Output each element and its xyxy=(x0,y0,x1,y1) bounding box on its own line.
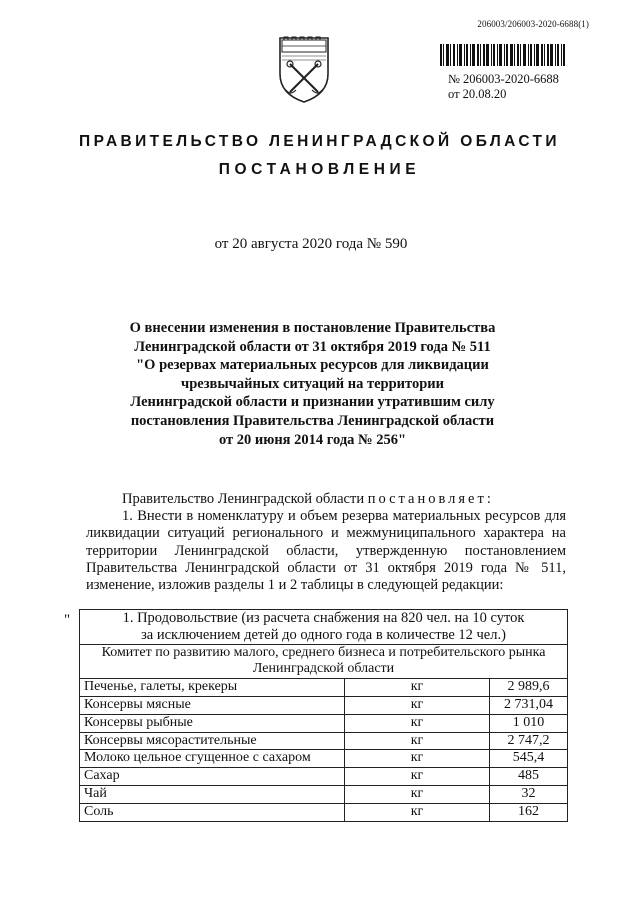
enacting-verb: постановляет: xyxy=(367,491,494,507)
subject-line: постановления Правительства Ленинградской области xyxy=(130,412,495,429)
enacting-clause-text: Правительство Ленинградской области xyxy=(122,491,368,507)
item-1-paragraph: 1. Внести в номенклатуру и объем резерва материальных ресурсов для ликвидации ситуаций регионального и межмуниципального характера на территории Ленинградской области, утвержденную постановлением Правительства Ленинградской области от 31 октября 2019 года № 511, изменение, изложив разделы 1 и 2 таблицы в следующей редакции: xyxy=(86,508,566,594)
item-unit: кг xyxy=(345,768,490,786)
item-unit: кг xyxy=(345,732,490,750)
barcode xyxy=(440,44,565,66)
section-header-row xyxy=(80,610,568,645)
reserve-table xyxy=(79,609,568,822)
committee-line: Комитет по развитию малого, среднего бизнеса и потребительского рынка xyxy=(101,644,546,660)
opening-quote: " xyxy=(64,612,71,628)
document-body xyxy=(86,491,566,594)
document-date: от 20 августа 2020 года № 590 xyxy=(214,236,408,252)
section-heading-line: 1. Продовольствие (из расчета снабжения на 820 чел. на 10 суток xyxy=(122,610,525,626)
subject-line: "О резервах материальных ресурсов для ликвидации xyxy=(136,357,489,374)
item-quantity: 485 xyxy=(490,768,568,786)
item-name: Соль xyxy=(80,803,345,821)
table-row xyxy=(80,768,568,786)
registration-block xyxy=(448,72,559,102)
section-heading-line: за исключением детей до одного года в количестве 12 чел.) xyxy=(141,626,506,643)
document-subject xyxy=(120,319,505,449)
item-unit: кг xyxy=(345,696,490,714)
subject-line: О внесении изменения в постановление Правительства xyxy=(129,320,496,336)
subject-line: от 20 июня 2014 года № 256" xyxy=(218,431,407,448)
table-row xyxy=(80,803,568,821)
enacting-clause xyxy=(86,491,566,508)
registration-date: от 20.08.20 xyxy=(448,87,507,101)
subject-line: Ленинградской области и признании утратившим силу xyxy=(130,394,495,411)
organization-title: ПРАВИТЕЛЬСТВО ЛЕНИНГРАДСКОЙ ОБЛАСТИ xyxy=(79,133,560,150)
item-unit: кг xyxy=(345,679,490,697)
item-quantity: 2 731,04 xyxy=(490,696,568,714)
committee-line: Ленинградской области xyxy=(252,661,395,677)
item-name: Консервы рыбные xyxy=(80,714,345,732)
item-quantity: 32 xyxy=(490,785,568,803)
item-unit: кг xyxy=(345,714,490,732)
item-quantity: 2 747,2 xyxy=(490,732,568,750)
table-row xyxy=(80,696,568,714)
item-name: Сахар xyxy=(80,768,345,786)
document-type: ПОСТАНОВЛЕНИЕ xyxy=(218,161,421,178)
item-quantity: 162 xyxy=(490,803,568,821)
item-unit: кг xyxy=(345,803,490,821)
item-quantity: 545,4 xyxy=(490,750,568,768)
item-name: Молоко цельное сгущенное с сахаром xyxy=(80,750,345,768)
item-name: Печенье, галеты, крекеры xyxy=(80,679,345,697)
section-heading xyxy=(80,610,568,645)
item-unit: кг xyxy=(345,785,490,803)
coat-of-arms-emblem xyxy=(276,34,332,104)
committee-name xyxy=(80,644,568,679)
item-unit: кг xyxy=(345,750,490,768)
item-name: Консервы мясорастительные xyxy=(80,732,345,750)
table-row xyxy=(80,714,568,732)
table-row xyxy=(80,785,568,803)
item-name: Консервы мясные xyxy=(80,696,345,714)
table-row xyxy=(80,732,568,750)
subject-line: чрезвычайных ситуаций на территории xyxy=(181,375,444,392)
subject-line: Ленинградской области от 31 октября 2019 года № 511 xyxy=(134,338,491,355)
item-quantity: 1 010 xyxy=(490,714,568,732)
committee-row xyxy=(80,644,568,679)
item-quantity: 2 989,6 xyxy=(490,679,568,697)
table-row xyxy=(80,750,568,768)
table-row xyxy=(80,679,568,697)
item-name: Чай xyxy=(80,785,345,803)
registration-number: № 206003-2020-6688 xyxy=(448,72,559,86)
document-id: 206003/206003-2020-6688(1) xyxy=(477,19,589,29)
